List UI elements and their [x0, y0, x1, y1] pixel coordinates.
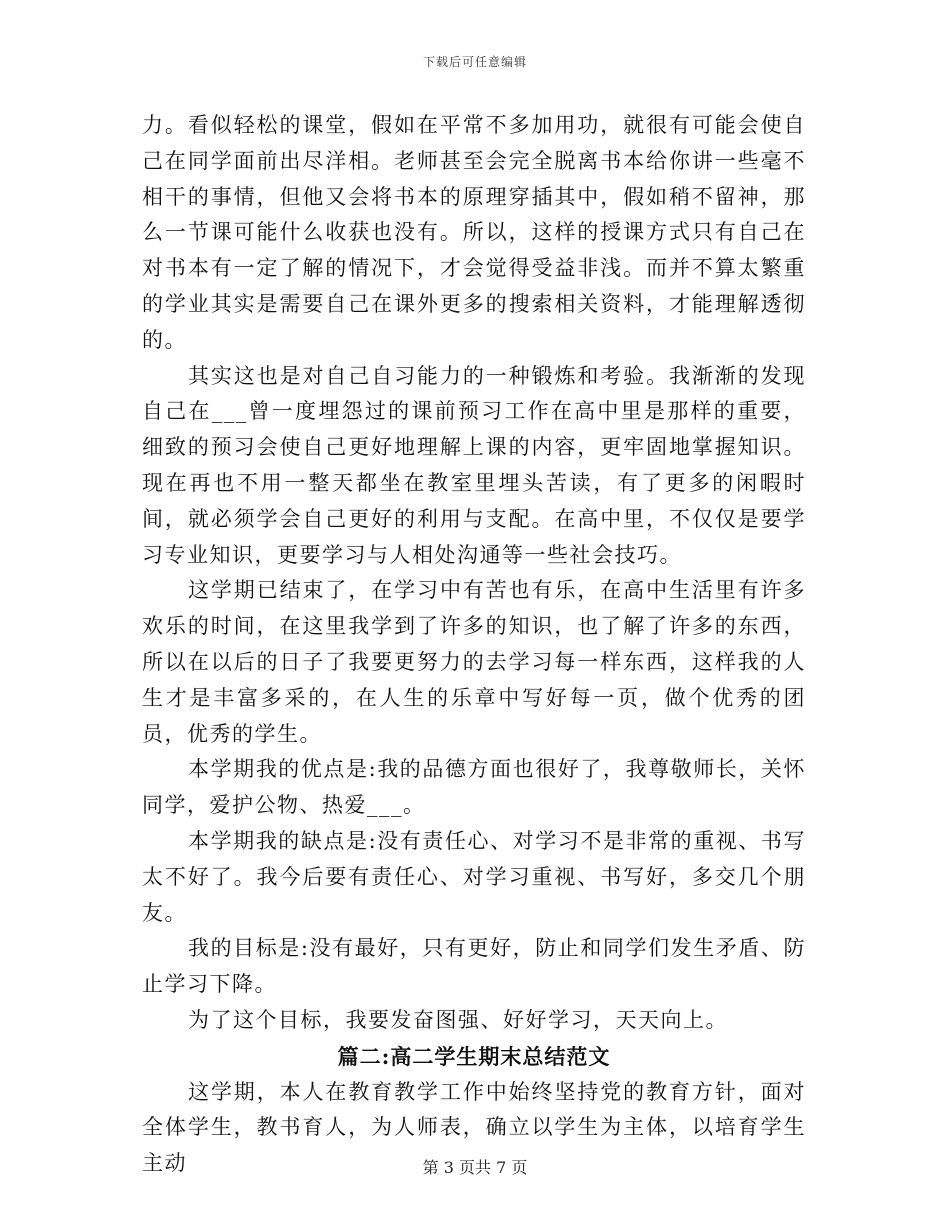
section-paragraph: 这学期，本人在教育教学工作中始终坚持党的教育方针，面对全体学生，教书育人，为人师表，确立以学生为主体，以培育学生主动 [142, 1079, 806, 1176]
paragraph-6: 我的目标是:没有最好，只有更好，防止和同学们发生矛盾、防止学习下降。 [142, 936, 806, 997]
paragraph-2: 其实这也是对自己自习能力的一种锻炼和考验。我渐渐的发现自己在___曾一度埋怨过的课前预习工作在高中里是那样的重要，细致的预习会使自己更好地理解上课的内容，更牢固地掌握知识。现在再也不用一整天都坐在教室里埋头苦读，有了更多的闲暇时间，就必须学会自己更好的利用与支配。在高中里，不仅仅是要学习专业知识，更要学习与人相处沟通等一些社会技巧。 [142, 363, 806, 567]
paragraph-4: 本学期我的优点是:我的品德方面也很好了，我尊敬师长，关怀同学，爱护公物、热爱___。 [142, 757, 806, 818]
document-body [142, 108, 806, 1182]
section-title: 篇二:高二学生期末总结范文 [337, 1043, 611, 1069]
paragraph-1: 力。看似轻松的课堂，假如在平常不多加用功，就很有可能会使自己在同学面前出尽洋相。老师甚至会完全脱离书本给你讲一些毫不相干的事情，但他又会将书本的原理穿插其中，假如稍不留神，那么一节课可能什么收获也没有。所以，这样的授课方式只有自己在对书本有一定了解的情况下，才会觉得受益非浅。而并不算太繁重的学业其实是需要自己在课外更多的搜索相关资料，才能理解透彻的。 [142, 113, 806, 352]
page-number: 第 3 页共 7 页 [422, 1158, 528, 1177]
paragraph-5: 本学期我的缺点是:没有责任心、对学习不是非常的重视、书写太不好了。我今后要有责任心、对学习重视、书写好，多交几个朋友。 [142, 828, 806, 925]
page-header: 下载后可任意编辑 [422, 55, 527, 69]
paragraph-3: 这学期已结束了，在学习中有苦也有乐，在高中生活里有许多欢乐的时间，在这里我学到了许多的知识，也了解了许多的东西，所以在以后的日子了我要更努力的去学习每一样东西，这样我的人生才是丰富多采的，在人生的乐章中写好每一页，做个优秀的团员，优秀的学生。 [142, 578, 806, 746]
paragraph-7: 为了这个目标，我要发奋图强、好好学习，天天向上。 [188, 1007, 728, 1032]
